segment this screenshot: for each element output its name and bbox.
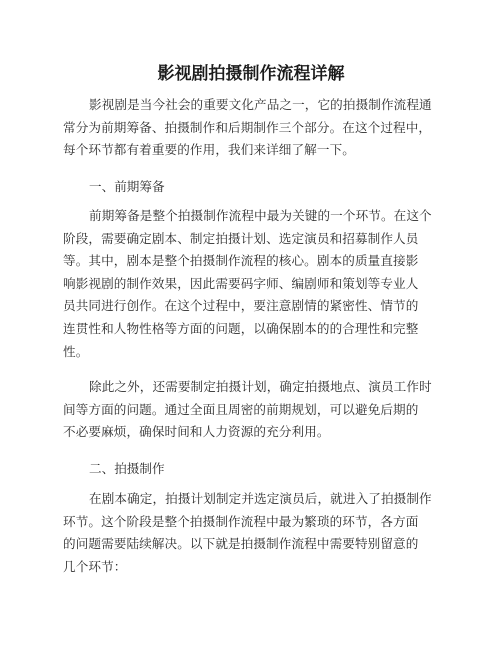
intro-paragraph xyxy=(63,94,441,162)
production-p1-line-3: 的问题需要陆续解决。以下就是拍摄制作流程中需要特别留意的 xyxy=(63,536,419,552)
preproduction-p2-line-3: 不必要麻烦，确保时间和人力资源的充分利用。 xyxy=(63,424,330,440)
preproduction-p1-line-3: 等。其中，剧本是整个拍摄制作流程的核心。剧本的质量直接影 xyxy=(63,253,419,269)
document-title: 影视剧拍摄制作流程详解 xyxy=(157,64,345,84)
preproduction-p1-line-4: 响影视剧的制作效果，因此需要码字师、编剧师和策划等专业人 xyxy=(63,275,419,291)
production-p1-line-4: 几个环节： xyxy=(63,558,127,574)
preproduction-p1-line-1: 前期筹备是整个拍摄制作流程中最为关键的一个环节。在这个 xyxy=(89,208,432,223)
preproduction-paragraph-2 xyxy=(63,376,441,444)
preproduction-paragraph-1 xyxy=(63,205,441,363)
section-heading-preproduction: 一、前期筹备 xyxy=(89,179,165,194)
preproduction-p2-line-1: 除此之外，还需要制定拍摄计划，确定拍摄地点、演员工作时 xyxy=(89,379,432,394)
production-paragraph-1 xyxy=(63,488,441,578)
preproduction-p1-line-6: 连贯性和人物性格等方面的问题，以确保剧本的的合理性和完整 xyxy=(63,320,419,336)
intro-line-3: 每个环节都有着重要的作用，我们来详细了解一下。 xyxy=(63,142,355,158)
intro-line-2: 常分为前期筹备、拍摄制作和后期制作三个部分。在这个过程中， xyxy=(63,119,432,135)
production-p1-line-1: 在剧本确定，拍摄计划制定并选定演员后，就进入了拍摄制作 xyxy=(89,491,432,506)
preproduction-p1-line-2: 阶段，需要确定剧本、制定拍摄计划、选定演员和招募制作人员 xyxy=(63,230,419,246)
intro-line-1: 影视剧是当今社会的重要文化产品之一，它的拍摄制作流程通 xyxy=(89,97,432,112)
preproduction-p2-line-2: 间等方面的问题。通过全面且周密的前期规划，可以避免后期的 xyxy=(63,401,419,417)
production-p1-line-2: 环节。这个阶段是整个拍摄制作流程中最为繁琐的环节，各方面 xyxy=(63,513,419,529)
preproduction-p1-line-7: 性。 xyxy=(63,343,89,359)
preproduction-p1-line-5: 员共同进行创作。在这个过程中，要注意剧情的紧密性、情节的 xyxy=(63,298,419,314)
section-heading-production: 二、拍摄制作 xyxy=(89,461,165,476)
